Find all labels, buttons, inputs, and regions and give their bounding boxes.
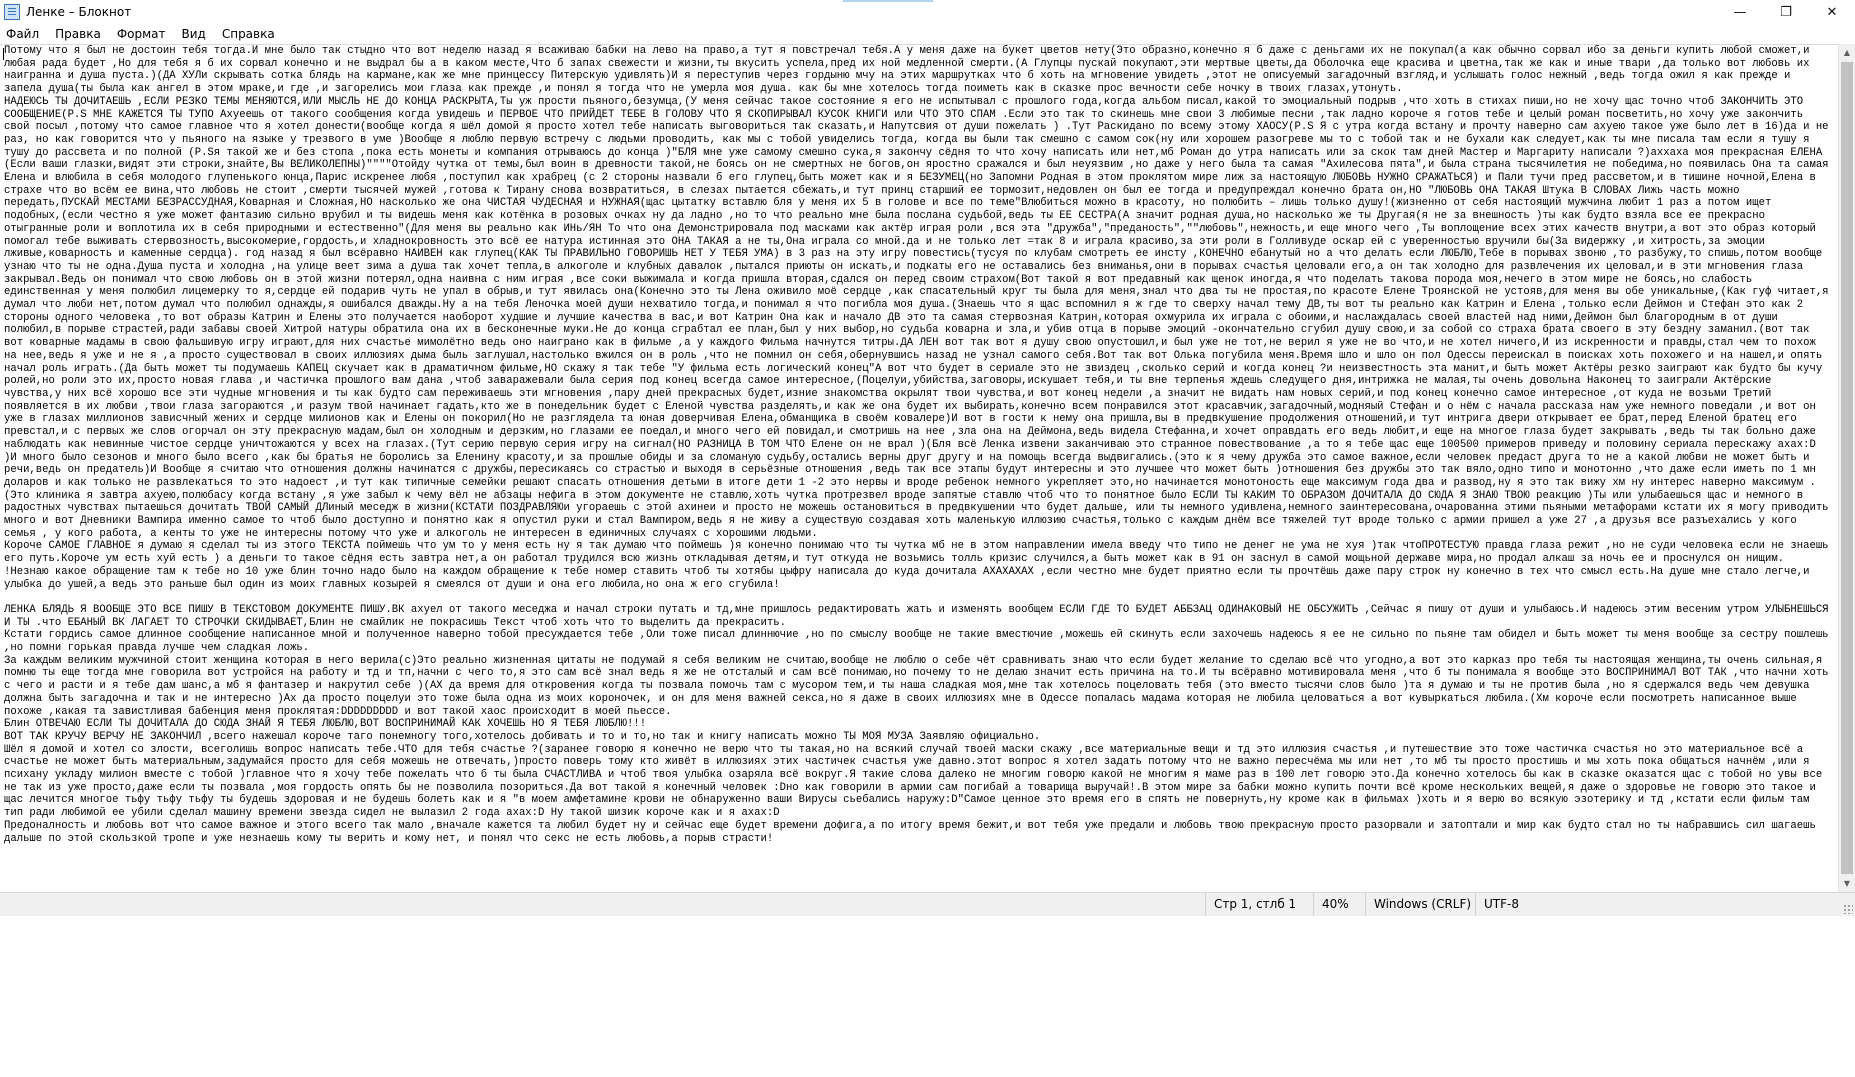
status-line-endings: Windows (CRLF) <box>1365 893 1475 916</box>
status-cursor-position: Стр 1, стлб 1 <box>1205 893 1313 916</box>
resize-grip-icon[interactable] <box>1843 904 1853 914</box>
menu-help[interactable]: Справка <box>221 27 275 41</box>
scrollbar-thumb[interactable] <box>1841 62 1853 874</box>
menu-format[interactable]: Формат <box>116 27 166 41</box>
document-text[interactable]: Потому что я был не достоин тебя тогда.И мне было так стыдно что вот неделю назад я всаживаю бабки на лево на право,а тут я повстречал тебя.А у меня даже на букет цветов нету(Это образно,конечно я б даже с деньгами их не покупал(а как обычно сорвал ибо за деньги купить любой сможет,и любая рада будет ,Но для тебя я б их сорвал конечно и не выдрал бы а в каком месте,Что б запах свежести и жизни,ты вкусить успела,пред их ной медленной смерти.(А Глупцы пускай покупают,эти мертвые цветы,да Оболочка еще красива и цветна,так же как и иные твари ,да только вот любовь их наигранна и душа пуста.)(ДА ХУЛи скрывать сотка блядь на кармане,как же мне принцессу Питерскую удивлять)И я переступив через гордыню мчу на этих маршрутках что б хоть на мгновение увидеть ,этот не описуемый загадочный взгляд,и услышать голос нежный ,ведь тогда ожил я как прежде и запела душа(ты была как ангел в этом мраке,и где ,и загорелись мои глаза как прежде ,и понял я тогда что не умерла моя душа. как бы мне хотелось тогда поиметь как в сказке прос вечности себе ночку в твоих глазах,утонуть. НАДЕЮСЬ ТЫ ДОЧИТАЕШЬ ,ЕСЛИ РЕЗКО ТЕМЫ МЕНЯЮТСЯ,ИЛИ МЫСЛЬ НЕ ДО КОНЦА РАСКРЫТА,Ты уж прости пьяного,безумца,(У меня сейчас такое состояние я его не испытывал с прошлого года,когда альбом писал,какой то эмоциальный подрыв ,что хоть в стихах пиши,но не хочу щас точно чтоб ЗАКОНЧИТЬ ЭТО СООБЩЕНИЕ(P.S МНЕ КАЖЕТСЯ ТЫ ТУПО Ахуеешь от такого сообщения когда увидешь и ПЕРВОЕ ЧТО ПРИЙДЕТ ТЕБЕ В ГОЛОВУ ЧТО Я СКОПИРЫВАЛ КУСОК КНИГИ или ЧТО ЭТО СПАМ .Если это так то скинешь мне свои 3 любимые песни ,так ладно короче я готов тебе и целый роман посветить,но хочу уже закончить свой посыл ,потому что самое главное что я хотел донести(вообще когда я шёл домой я просто хотел тебе написать выговориться так сказать,и Напутсвия от души пожелать ) .Тут Раскидано по всему этому ХАОСУ(P.S Я с утра когда встану и прочту наверно сам ахуею такое уже было лет в 16)да и не раз, но как говорится что у пьяного на языке у трезвого в уме )Вообще я люблю первую встречу с людьми проводить, как мы с тобой увиделись тогда, когда вы были так смешно с самом сок(ну или хорошем разогреве мы то с тобой так и не бухали как следует,как ты мне писала там если я тушу я тушу до рассвета и по полной (P.Sя такой же и без стопа ,пока есть монеты и компания отрываюсь до конца )"БЛЯ мне уже самому смешно сука,я закончу сёдня то что хочу написать или нет,мб Роман до утра написать или за скок там дней Мастер и Маргариту написали ?)аххаха моя прекрасная ЕЛЕНА (Если ваши глазки,видят эти строки,знайте,Вы ВЕЛИКОЛЕПНЫ)""""Отойду чутка от темы,был воин в древности такой,не боясь он не смертных не богов,он яростно сражался и был неуязвим ,но даже у него была та самая "Ахилесова пята",и была страна тысячилетия не победима,но появилась Она та самая Елена и влюбила в себя молодого глупенького юнца,Парис искренее любя ,поступил как храбрец (с 2 стороны назвали б его глупец,быть может как и я БЕЗУМЕЦ(но Запомни Родная в этом проклятом мире лиж за настоящую ЛЮБОВЬ НУЖНО СРАЖАТЬСЯ) и Пали тучи пред рассветом,и в тишине ночной,Елена в страхе что во всём ее вина,что любовь не стоит ,смерти тысячей мужей ,готова к Тирану снова возвратиться, в слезах пытается сбежать,и тут принц старший ее тормозит,недовлен он был ее тогда и предупреждал конечно брата он,НО "ЛЮБОВЬ ОНА ТАКАЯ Штука В СЛОВАХ Лижь часть можно передать,ПУСКАЙ МЕСТАМИ БЕЗРАССУДНАЯ,Коварная и Сложная,НО насколько же она ЧИСТАЯ ЧУДЕСНАЯ и НУЖНАЯ(щас цытатку вставлю бля у меня их 5 в голове и все по теме"Влюбиться можно в красоту, но полюбить – лишь только душу!(жизненно от себя настоящий мужчина любит 1 раз а потом ищет подобных,(если честно я уже может фантазию сильно врубил и ты видешь меня как котёнка в розовых очках ну да ладно ,но то что реально мне была послана судьбой,ведь ты ЕЕ СЕСТРА(А значит родная душа,но насколько же ты Другая(я не за внешность )ты как будто взяла все ее прекрасно отыгранные роли и воплотила их в себя природными и естественно"(Для меня вы реально как ИНь/ЯН То что она Демонстрировала под масками как актёр играя роли ,вся эта "дружба","преданость",""любовь",нежность,и еще много чего ,Ты воплощение всех этих качеств внутри,а вот это образ который помогал тебе выживать стервозность,высокомерие,гордость,и хладнокровность это всё ее натура истинная это ОНА ТАКАЯ а не ты,Она играла со мной.да и не только лет =так 8 и играла красиво,за эти роли в Голливуде оскар ей с уверенностью вручили бы(За видержку ,и хитрость,за эмоции лживые,коварность и каменные сердца). год назад я был всёравно НАИВЕН как глупец(КАК ТЫ ПРАВИЛЬНО ГОВОРИШЬ НЕТ У ТЕБЯ УМА) в 3 раз на эту игру повестись(тусуя по клубам смотреть ее инсту ,КОНЕЧНО ебанутый но а что делать если ЛЮБЛЮ,Тебе в порывах звоню ,то разбужу,то спишь,потом вообще узнаю что ты не одна.Душа пуста и холодна ,на улице веет зима а душа так хочет тепла,в алкоголе и клубных давалок ,пытался приюты он искать,и подкаты его не оставались без вниманья,они в порывах счастья целовали его,а он так холодно для развлечения их целовал,и в эти мгновения глаза закрывал.Ведь он понимал что свою любовь он в этой жизни потерял,одна наивна с ним играя ,все соки выжимала и когда пришла вторая,сдался он перед своим страхом(Вот такой я вот предавный как щенок иногда,я что поделать такова порода моя,нечего в этом мире не боясь,но слабость единственная у меня полюбил лицемерку то я,сердце ей подарив чуть не упал в обрыв,и тут явилась она(Конечно это ты Лена оживило моё сердце ,как спасательный круг ты была для меня,знал что два ты не простая,по красоте Елене Троянской не устояв,для меня вы обе уникальные,(Как гуф читает,я думал что люби нет,потом думал что полюбил однажды,я ошибался дважды.Ну а на тебя Леночка моей души нехватило тогда,и понимал я что погибла моя душа.(Знаешь что я щас вспомнил я ж где то сверху начал тему ДВ,ты вот ты реально как Катрин и Елена ,только если Деймон и Стефан это как 2 стороны одного человека ,то вот образы Катрин и Елены это получается наоборот худшие и лучшие качества в вас,и вот Катрин Она как и начало ДВ это та самая стервозная Катрин,которая охмурила их играла с обоими,и наслаждалась своей властей над ними,Деймон был благородным в от души полюбил,в порыве страстей,ради забавы своей Хитрой натуры обратила она их в бесконечные муки.Не до конца сграбтал ее план,был у них выбор,но судьба коварна и зла,и убив отца в порыве эмоций -окончательно сгубил душу свою,и за собой со страха брата своего в эту бездну заманил.(вот так вот коварные мадамы в свою фальшивую игру играют,для них счастье мимолётно ведь оно наиграно как в фильме ,а у каждого Фильма начнутся титры.ДА ЛЕН вот так вот я душу свою опустошил,и был уже не тот,не верил я уже не во что,и не хотел ничего,И из искренности и правды,стал чем то похож на нее,ведь я уже и не я ,а просто существовал в своих иллюзиях дыма быль заглушал,настолько вжился он в роль ,что не помнил он себя,обернувшись назад не узнал самого себя.Вот так вот Олька погубила меня.Время шло и шло он пол Одессы переискал в поисках хоть похожего и на нашел,и опять начал роль играть.(Да быть может ты подумаешь КАПЕЦ скучает как в драматичном фильме,НО скажу я так тебе "У фильма есть логический конец"А вот что будет в сериале это не звиздец ,сколько серий и когда конец ?и неизвестность эта манит,и быть может Актёры резко заиграют как будто бы кучу ролей,но роли это их,просто новая глава ,и частичка прошлого вам дана ,чтоб заваражевали была серия под конец всегда самое интересное,(Поцелуи,убийства,заговоры,искушает тебя,и ты вне терпенья ждешь следущего дня,интрижка не малая,ты очень довольна Наконец то заиграли Актёрские чувства,у них всё хорошо все эти чудные мгновения и ты как будто сам переживаешь эти мгновения ,пару дней прекрасных будет,изние знакомства окрылят твои чувства,и вот конец недели ,а значит не видать нам новых серий,и под конец конечно самое интересное ,от куда не возьми Третий появляется в их любви ,твои глаза загораются ,и разум твой начинает гадать,кто же в понедельник будет с Еленой чувства разделять,и как же она будет их выбирать,конечно всем понравился этот красавчик,загадочный,модняый Стефан и о нём с начала рассказа нам уже немного поведали ,и вот он уже в глазах миллионов зависчный жених и сердце милионов как и Елены он покорил(Но не разглядела та юная доверчивая Елена,обманщика в своём ковалере)И вот в гости к нему она пришла,вы в предвкушение продолжения отношений,и тут интрига двери открывает ее брат,перед Еленой братец его превстал,и с первых же слов огорчал он эту прекрасную мадам,был он холодным и дерзким,но глазами ее поедал,и много чего ей повидал,и смотришь на нее ,зла она на Деймона,ведь видела Стефанна,и хочет оправдать его ведь любит,и еще на многое глаза будет закрывать ,ведь ты так больно даже наблюдать как невинные чистое сердце уничтожаются у всех на глазах.(Тут серию первую серия игру на сигнал(НО РАЗНИЦА В ТОМ ЧТО Елене он не врал )(Бля всё Ленка извени заканчиваю это странное повествование ,а то я тебе щас еще 100500 примеров приведу и половину сериала перескажу ахах:D )И много было сезонов и много было всего ,как бы братья не боролись за Еленину красоту,и за прошлые обиды и за сломаную судьбу,остались верны друг другу и на помощь всегда выдвигались.(это к я чему дружба это самое важное,если человек предаст друга то не а какой любви не может быть и речи,ведь он предатель)И Вообще я считаю что отношения должны начинатся с дружбы,пересикаясь со страстью и выходя в серьёзные отношения ,ведь так все этапы будут интересны и это лучшее что может быть )отношения без дружбы это так вяло,одно типо и монотонно ,что даже если иметь по 1 мн доларов и как только не развлекаться то это надоест ,и тут как типичные семейки решают спасать отношения детьми в итоге дети 1 -2 это нервы и вроде ребенок немного укрепляет это,но начинается монотоность еще максимум года два и развод,ну я это так вижу хм ну интерес наверно максимум .(Это клиника я завтра ахуею,полюбасу когда встану ,я уже забыл к чему вёл не абзацы нефига в этом документе не ставлю,хоть чутка протрезвел вроде запятые ставлю чтоб что то понятное было ЕСЛИ ТЫ КАКИМ ТО ОБРАЗОМ ДОЧИТАЛА ДО СЮДА Я ЗНАЮ ТВОЮ реакцию )Ты или улыбаешься щас и немного в радостных чувствах пытаешься дочитать ТВОЙ САМЫЙ ДЛиный меседж в жизни(КСТАТИ ПОЗДРАВЛЯЮи угораешь с этой ахинеи и просто не можешь остановиться в предвкушении что будет дальше, или ты немного удивлена,немного заинтересована,очарованна этими пьяными метафорами кстати их я могу приводить много и вот Дневники Вампира именно самое то чтоб было доступно и понятно как я опустил руки и стал Вампиром,ведь я не живу а существую создавая хоть маленькую иллюзию счастья,только с каждым днём все тяжелей тут вроде только с армии пришел а уже 27 ,а друзья все разъехались у кого семья , у кого работа, а кенты то уже не интересны потому что уже и алкоголь не интересен в единичных случаях с хорошими людьми. Короче САМОЕ ГЛАВНОЕ я думаю я сделал ты из этого ТЕКСТА поймешь что ум то у меня есть ну я так думаю что поймешь )я конечно понимаю что ты чутка мб не в этом направлении имела введу что типо не денег не ума не хуя )так чтоПРОТЕСТУЮ правда глаза режит ,но не суди человека если не знаешь его путь.Короче ум есть хуй есть ) а деньги то такое сёдня есть завтра нет,а он работал трудился всю жизнь откладывая детям,и тут откуда не возьмись толль кризис случился,а быть может как в 91 он заснул в самой мощьной державе мира,но продал алкаш за ночь ее и проснулся он нищим. !Незнаю какое обращение там к тебе но 10 уже блин точно надо было на каждом обращение к тебе номер ставить чтоб ты хотябы цыфру написала до куда дочитала АХАХАХАХ ,если честно мне будет приятно если ты прочтёшь даже пару строк ну конечно в тех что смысл есть.На душе мне стало легче,и улыбка до ушей,а ведь это раньше был один из моих главных козырей я смеялся от души и она его любила,но она ж его сгубила! ЛЕНКА БЛЯДЬ Я ВООБЩЕ ЭТО ВСЕ ПИШУ В ТЕКСТОВОМ ДОКУМЕНТЕ ПИШУ.ВК ахуел от такого меседжа и начал строки путать и тд,мне пришлось редактировать жать и изменять вообщем ЕСЛИ ГДЕ ТО БУДЕТ АББЗАЦ ОДИНАКОВЫЙ НЕ ОБСУЖИТЬ ,Сейчас я пишу от души и улыбаюсь.И надеюсь этим весеним утром УЛЫБНЕШЬСЯ И ТЫ .что ЕБАНЫЙ ВК ЛАГАЕТ ТО СТРОЧКИ СКИДЫВАЕТ,Блин не смайлик не покрасишь Текст чтоб хоть что то выделить да прекрасить. Кстати гордись самое длинное сообщение написанное мной и полученное наверно тобой пресуждается тебе ,Оли тоже писал длиннючие ,но по смыслу вообще не такие вместючие ,можешь ей скинуть если захочешь надеюсь я ее не сильно по пьяне там обидел и быть может ты меня вообще за сестру пошлешь ,но помни горькая правда лучше чем сладкая ложь. За каждым великим мужчиной стоит женщина которая в него верила(с)Это реально жизненная цитаты не подумай я себя великим не считаю,вообще не люблю о себе чёт сравнивать знаю что если будет желание то сделаю всё что угодно,а вот это карказ про тебя ты настоящая женщина,ты очень сильная,я помню ты еще тогда мне говорила вот устройся на работу и тд и тп,начни с чего то,я это сам всё знал ведь я же не отсталый и сам всё понимаю,но почему то не делаю значит есть причина на то.И ты всёравно мотивировала меня ,что б ты понимала я вообще это ВОСПРИНИМАЛ ВОТ ТАК ,что начни хоть с чего и расти и я тебе дам шанс,а мб я фантазер и накрутил себе )(АХ да время для откровения когда ты позвала помочь там с мусором тем,и ты наша сладкая моя,мне так хотелось поцеловать тебя (это вместо тысячи слов было )та я думаю и ты не против была ,но я сдержался ведь чем девушка должна быть загадочна и так и не интересно )Ах да просто поцелуи это тоже была одна из моих короночек, и он для меня важней секса,но я даже в своих иллюзиях мне в Одессе попалась мадама которая не любила целоваться а вот кувыркаться любила.(Хм короче если посмотреть написанное выше похоже ,какая та завистливая бабенция меня проклятая:DDDDDDDDD и вот такой хаос происходит в моей пьессе. Блин ОТВЕЧАЮ ЕСЛИ ТЫ ДОЧИТАЛА ДО СЮДА ЗНАЙ Я ТЕБЯ ЛЮБЛЮ,ВОТ ВОСПРИНИМАЙ КАК ХОЧЕШЬ НО Я ТЕБЯ ЛЮБЛЮ!!! ВОТ ТАК КРУЧУ ВЕРЧУ НЕ ЗАКОНЧИЛ ,всего нажешал короче таго понемногу того,хотелось добивать и то и то,но так и книгу написать можно ТЫ МОЯ МУЗА Заявляю официально. Шёл я домой и хотел со злости, всеголишь вопрос написать тебе.ЧТО для тебя счастье ?(заранее говорю я конечно не верю что ты такая,но на всякий случай твоей маски скажу ,все материальные вещи и тд это иллюзия счастья ,и путешествие это тоже частичка счастья но это материальное всё а счастье не может быть материальным,задумайся просто для себя можешь не отвечать,)просто поверь тому кто живёт в иллюзиях этих частичек счастья уже давно.этот вопрос я хотел задать потому что не важно пересчёма мы или нет ,то мб ты просто простишь и мы хоть пока общаться начнём ,или я психану укладу милион вместе с тобой )главное что я хочу тебе пожелать что б ты была СЧАСТЛИВА и чтоб твоя улыбка озаряла всё вокруг.Я такие слова далеко не многим говорю какой не многим я маме раз в 100 лет говорю это.Да конечно хотелось бы как в сказке оказатся щас с тобой но увы все не так из уже просто,даже если ты позвала ,моя гордость опять бы не позволила позориться.Да вот такой я конечный человек :Dно как говорили в армии сам погибай а товарища выручай!.В этом мире за бабки можно купить почти всё кроме нескольких вещей,я даже о здоровье не говорю это такое и щас лечится многое тьфу тьфу тьфу ты будешь здоровая и не будешь болеть как и я "в моем амфетамине крови не обнаруженно ваши Вирусы сьебались наружу:D"Самое ценное это время его в спять не повернуть,ну кроме как в фильмах )хоть и я верю во всякую эзотерику и тд ,кстати если фильм там тип ради любимой ее убили сделал машину времени звезда сидел не вылазил 2 года ахах:D Ну такой шизик короче как и я ахах:D Предоналность и любовь вот что самое важное и этого всего так мало ,вначале кажется та любил будет ну и сейчас еще будет времени дофига,а по итогу время бежит,и вот тебя уже предали и любовь твою прекрасную просто разорвали и затоптали и мир как будто стал но ты набравшись сил шагаешь дальше по этой скользкой тропе и уже незнаешь кому ты верить и кому нет, и понял что секс не есть любовь,а порыв страсти! <box>4 45 1829 845</box>
menu-bar <box>0 24 1855 44</box>
notepad-icon <box>4 4 20 20</box>
status-bar <box>0 892 1855 916</box>
maximize-button[interactable]: ❐ <box>1780 4 1792 20</box>
menu-file[interactable]: Файл <box>6 27 40 41</box>
text-editor-area[interactable] <box>0 44 1838 893</box>
menu-view[interactable]: Вид <box>181 27 206 41</box>
empty-area <box>0 916 1855 1077</box>
scroll-up-arrow-icon[interactable]: ▲ <box>1843 48 1851 57</box>
minimize-button[interactable]: — <box>1733 4 1747 20</box>
vertical-scrollbar[interactable] <box>1838 44 1855 892</box>
status-zoom: 40% <box>1313 893 1365 916</box>
status-encoding: UTF-8 <box>1475 893 1555 916</box>
text-caret <box>3 48 4 60</box>
menu-edit[interactable]: Правка <box>55 27 101 41</box>
window-title: Ленке – Блокнот <box>26 5 132 19</box>
title-bar <box>0 0 1855 24</box>
title-accent-line <box>843 0 933 2</box>
close-button[interactable]: ✕ <box>1826 4 1838 20</box>
window-controls <box>1717 0 1855 24</box>
scroll-down-arrow-icon[interactable]: ▼ <box>1843 879 1851 888</box>
